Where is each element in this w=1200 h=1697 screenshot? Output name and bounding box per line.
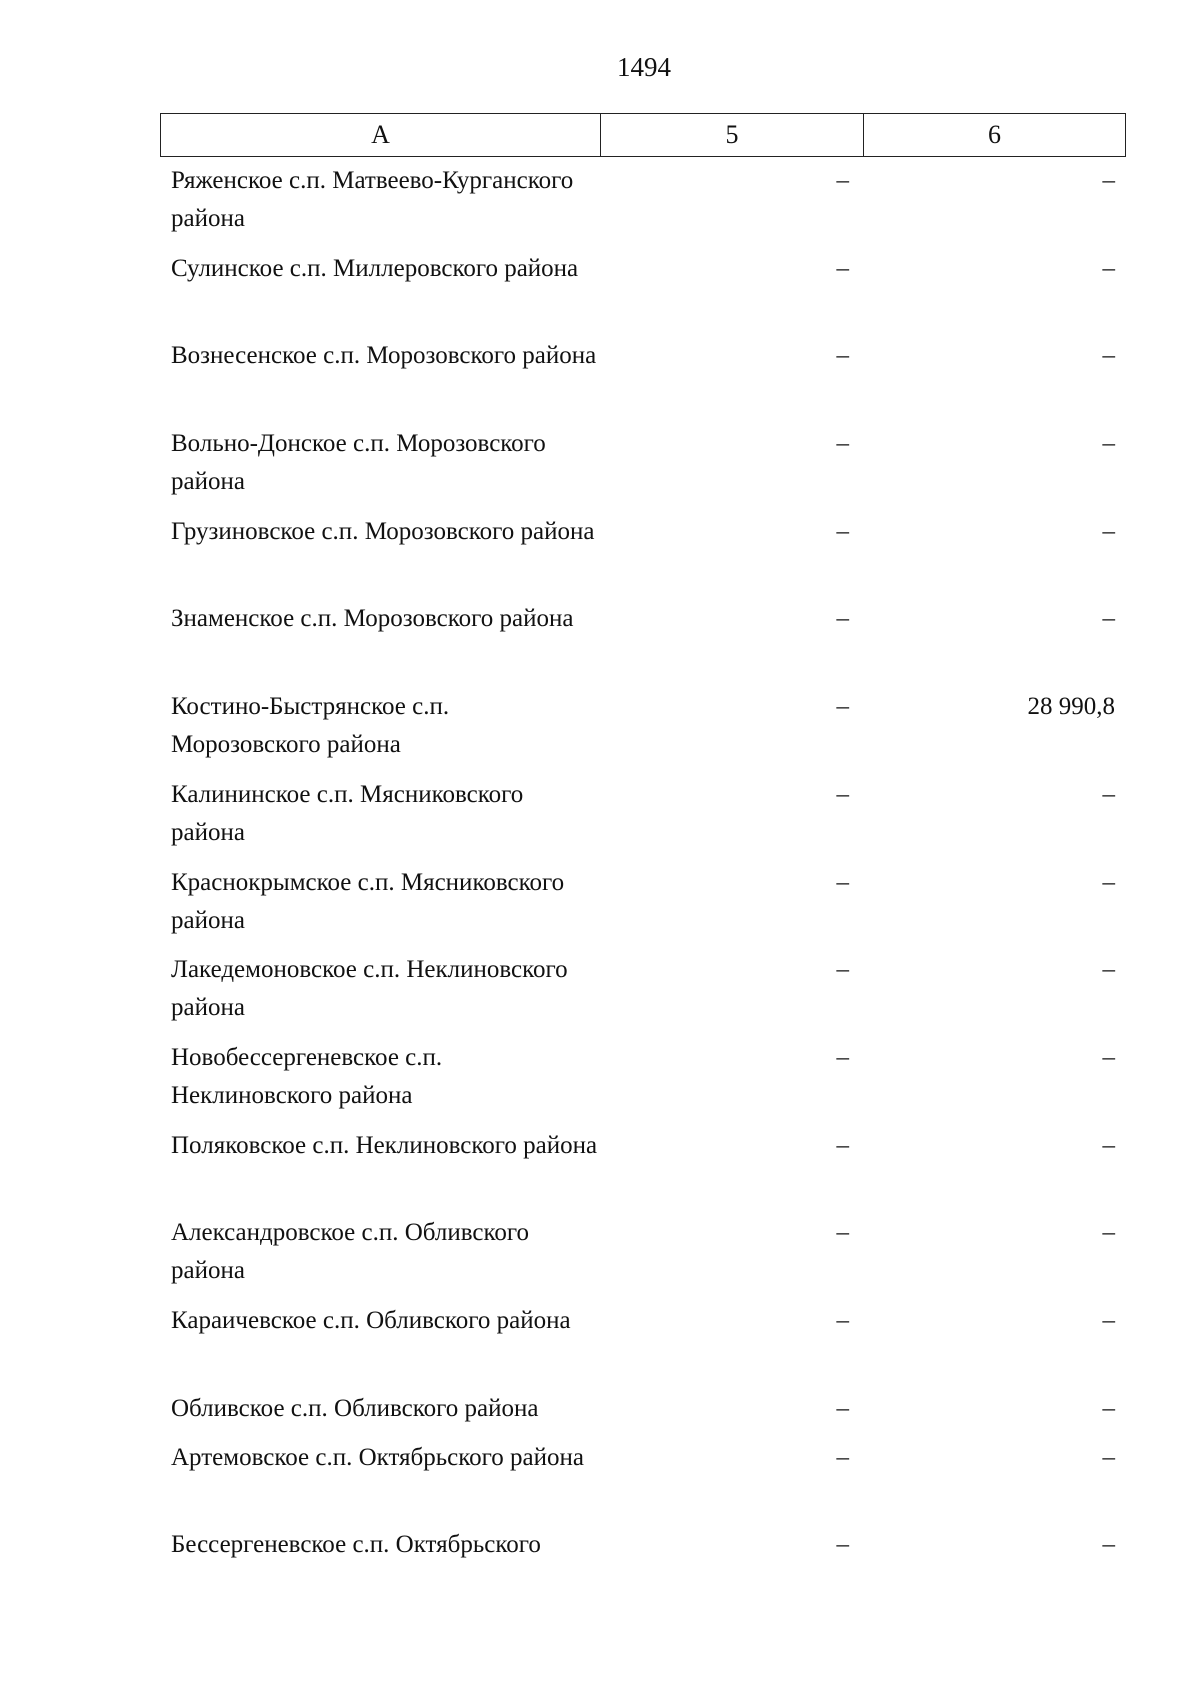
table-row — [160, 162, 1126, 250]
settlement-name: Лакедемоновское с.п. Неклиновского района — [171, 956, 568, 1022]
settlement-name: Поляковское с.п. Неклиновского района — [171, 1131, 598, 1159]
table-row — [160, 1039, 1126, 1127]
value-col-6: 28 990,8 — [1027, 693, 1115, 721]
settlement-name: Костино-Быстрянское с.п. Морозовского района — [171, 693, 450, 759]
settlement-name: Ряженское с.п. Матвеево-Курганского района — [171, 167, 574, 232]
value-col-6: – — [1102, 1394, 1115, 1422]
value-col-6: – — [1102, 1306, 1115, 1334]
value-col-5: – — [836, 1443, 849, 1471]
table-row — [160, 250, 1126, 338]
value-col-5: – — [836, 1306, 849, 1334]
settlement-name: Вознесенское с.п. Морозовского района — [171, 342, 597, 370]
page-number: 1494 — [617, 52, 671, 82]
table-row — [160, 1526, 1126, 1575]
table-row — [160, 1439, 1126, 1527]
settlement-name: Знаменское с.п. Морозовского района — [171, 605, 574, 633]
settlement-name: Бессергеневское с.п. Октябрьского — [171, 1531, 541, 1559]
value-col-5: – — [836, 1394, 849, 1422]
header-cell-6: 6 — [988, 120, 1001, 149]
value-col-6: – — [1102, 1219, 1115, 1247]
table-row — [160, 600, 1126, 688]
table-row — [160, 688, 1126, 776]
table-row — [160, 513, 1126, 601]
value-col-5: – — [836, 605, 849, 633]
value-col-5: – — [836, 1531, 849, 1559]
value-col-5: – — [836, 254, 849, 282]
table-row — [160, 337, 1126, 425]
value-col-5: – — [836, 517, 849, 545]
settlement-name: Грузиновское с.п. Морозовского района — [171, 517, 595, 545]
table-body — [160, 162, 1126, 1575]
value-col-5: – — [836, 430, 849, 458]
value-col-5: – — [836, 780, 849, 808]
value-col-5: – — [836, 342, 849, 370]
value-col-6: – — [1102, 517, 1115, 545]
table-row — [160, 1390, 1126, 1439]
value-col-5: – — [836, 868, 849, 896]
value-col-6: – — [1102, 1531, 1115, 1559]
settlement-name: Калининское с.п. Мясниковского района — [171, 780, 524, 846]
value-col-6: – — [1102, 868, 1115, 896]
settlement-name: Обливское с.п. Обливского района — [171, 1394, 539, 1422]
header-cell-a: А — [161, 114, 601, 156]
settlement-name: Артемовское с.п. Октябрьского района — [171, 1443, 584, 1471]
settlement-name: Краснокрымское с.п. Мясниковского района — [171, 868, 565, 934]
value-col-5: – — [836, 956, 849, 984]
value-col-6: – — [1102, 254, 1115, 282]
value-col-6: – — [1102, 1043, 1115, 1071]
value-col-5: – — [836, 693, 849, 721]
table-row — [160, 1127, 1126, 1215]
table-row — [160, 951, 1126, 1039]
table-row — [160, 1214, 1126, 1302]
table-row — [160, 1302, 1126, 1390]
value-col-6: – — [1102, 167, 1115, 194]
settlement-name: Новобессергеневское с.п. Неклиновского района — [171, 1043, 443, 1109]
settlement-name: Сулинское с.п. Миллеровского района — [171, 254, 579, 282]
value-col-6: – — [1102, 956, 1115, 984]
settlement-name: Александровское с.п. Обливского района — [171, 1219, 530, 1285]
settlement-name: Караичевское с.п. Обливского района — [171, 1306, 571, 1334]
value-col-5: – — [836, 1219, 849, 1247]
value-col-5: – — [836, 1131, 849, 1159]
value-col-6: – — [1102, 342, 1115, 370]
header-cell-5: 5 — [601, 114, 864, 156]
table-row — [160, 864, 1126, 952]
settlement-name: Вольно-Донское с.п. Морозовского района — [171, 430, 546, 496]
value-col-6: – — [1102, 1443, 1115, 1471]
value-col-6: – — [1102, 1131, 1115, 1159]
table-row — [160, 425, 1126, 513]
value-col-5: – — [836, 1043, 849, 1071]
value-col-6: – — [1102, 780, 1115, 808]
value-col-5: – — [836, 167, 849, 194]
value-col-6: – — [1102, 605, 1115, 633]
value-col-6: – — [1102, 430, 1115, 458]
table-row — [160, 776, 1126, 864]
table-header — [160, 113, 1126, 157]
